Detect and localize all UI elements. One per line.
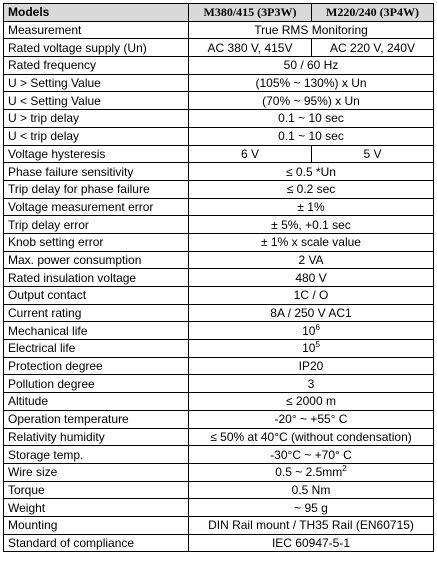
spec-value — [189, 92, 434, 110]
spec-row — [4, 322, 434, 340]
spec-row — [4, 357, 434, 375]
spec-value-text: DIN Rail mount / TH35 Rail (EN60715) — [208, 518, 414, 533]
spec-value — [189, 428, 434, 446]
spec-row — [4, 233, 434, 251]
spec-row — [4, 340, 434, 358]
spec-value-text: 3 — [307, 376, 315, 391]
spec-label: Mounting — [4, 516, 189, 534]
spec-label: Wire size — [4, 463, 189, 481]
spec-value-3p3w: AC 380 V, 415V — [189, 39, 312, 57]
spec-row — [4, 410, 434, 428]
spec-value — [189, 304, 434, 322]
spec-value-text: 0.5 ~ 2.5mm — [275, 465, 343, 480]
spec-value — [189, 516, 434, 534]
spec-value-text: 10 — [302, 323, 316, 338]
spec-value — [189, 233, 434, 251]
spec-label: Voltage measurement error — [4, 198, 189, 216]
spec-label: Max. power consumption — [4, 251, 189, 269]
spec-value-text: 8A / 250 V AC1 — [270, 306, 352, 321]
spec-value-text: True RMS Monitoring — [254, 23, 368, 38]
header-model-3p4w: M220/240 (3P4W) — [312, 4, 434, 22]
spec-row — [4, 428, 434, 446]
spec-value-text: -30°C ~ +70° C — [270, 447, 352, 462]
spec-value — [189, 410, 434, 428]
spec-value-text: (70% ~ 95%) x Un — [262, 93, 360, 108]
spec-value — [189, 21, 434, 39]
spec-value-exponent: 5 — [315, 340, 320, 350]
spec-value — [189, 375, 434, 393]
spec-row — [4, 216, 434, 234]
header-model-3p3w: M380/415 (3P3W) — [189, 4, 312, 22]
spec-value-exponent: 6 — [315, 322, 320, 332]
spec-label: Rated insulation voltage — [4, 269, 189, 287]
spec-row — [4, 499, 434, 517]
spec-row — [4, 516, 434, 534]
spec-label: Current rating — [4, 304, 189, 322]
spec-value-text: IEC 60947-5-1 — [271, 535, 351, 550]
spec-value-exponent: 2 — [342, 464, 347, 474]
spec-row — [4, 304, 434, 322]
spec-label: Relativity humidity — [4, 428, 189, 446]
spec-row — [4, 92, 434, 110]
spec-value — [189, 481, 434, 499]
spec-value-text: ~ 95 g — [294, 500, 328, 515]
spec-row — [4, 393, 434, 411]
header-row — [4, 4, 434, 22]
spec-value — [189, 322, 434, 340]
spec-value-3p4w: 5 V — [312, 145, 434, 163]
spec-label: Torque — [4, 481, 189, 499]
spec-value-text: ≤ 50% at 40°C (without condensation) — [210, 429, 412, 444]
spec-value-text: 50 / 60 Hz — [283, 58, 339, 73]
spec-value — [189, 216, 434, 234]
spec-label: Measurement — [4, 21, 189, 39]
spec-label: Voltage hysteresis — [4, 145, 189, 163]
spec-row — [4, 463, 434, 481]
spec-label: Operation temperature — [4, 410, 189, 428]
spec-value-text: 10 — [302, 341, 316, 356]
spec-value — [189, 499, 434, 517]
spec-label: Output contact — [4, 287, 189, 305]
spec-value — [189, 110, 434, 128]
spec-label: U < Setting Value — [4, 92, 189, 110]
spec-value — [189, 446, 434, 464]
spec-row — [4, 180, 434, 198]
spec-value — [189, 74, 434, 92]
spec-value-text: 0.1 ~ 10 sec — [278, 111, 344, 126]
spec-value — [189, 393, 434, 411]
spec-value-text: -20° ~ +55° C — [274, 412, 348, 427]
header-models: Models — [4, 4, 189, 22]
spec-row — [4, 127, 434, 145]
spec-label: Mechanical life — [4, 322, 189, 340]
spec-label: Phase failure sensitivity — [4, 163, 189, 181]
spec-row — [4, 57, 434, 75]
spec-value — [189, 340, 434, 358]
spec-row — [4, 481, 434, 499]
spec-label: Rated frequency — [4, 57, 189, 75]
spec-value — [189, 198, 434, 216]
spec-value-text: ≤ 2000 m — [286, 394, 336, 409]
spec-value-3p3w: 6 V — [189, 145, 312, 163]
spec-value — [189, 269, 434, 287]
spec-value — [189, 251, 434, 269]
spec-value-text: ± 5%, +0.1 sec — [271, 217, 351, 232]
spec-label: Weight — [4, 499, 189, 517]
spec-row — [4, 21, 434, 39]
spec-row — [4, 251, 434, 269]
spec-label: Trip delay error — [4, 216, 189, 234]
spec-label: Storage temp. — [4, 446, 189, 464]
spec-value-text: ≤ 0.2 sec — [286, 182, 336, 197]
spec-value-3p4w: AC 220 V, 240V — [312, 39, 434, 57]
spec-label: Knob setting error — [4, 233, 189, 251]
spec-value — [189, 180, 434, 198]
spec-row — [4, 269, 434, 287]
spec-label: Standard of compliance — [4, 534, 189, 552]
spec-value — [189, 287, 434, 305]
spec-label: Altitude — [4, 393, 189, 411]
spec-value-text: ± 1% x scale value — [261, 235, 361, 250]
spec-value-text: ≤ 0.5 *Un — [286, 164, 336, 179]
spec-row — [4, 534, 434, 552]
spec-label: U < trip delay — [4, 127, 189, 145]
spec-row — [4, 145, 434, 163]
spec-value-text: ± 1% — [297, 199, 325, 214]
spec-row — [4, 198, 434, 216]
spec-row — [4, 163, 434, 181]
spec-row — [4, 110, 434, 128]
spec-value — [189, 57, 434, 75]
spec-value — [189, 463, 434, 481]
spec-row — [4, 287, 434, 305]
spec-row — [4, 74, 434, 92]
spec-label: Rated voltage supply (Un) — [4, 39, 189, 57]
spec-label: Protection degree — [4, 357, 189, 375]
spec-value-text: 480 V — [295, 270, 327, 285]
spec-row — [4, 446, 434, 464]
spec-value-text: 1C / O — [293, 288, 329, 303]
spec-label: U > Setting Value — [4, 74, 189, 92]
spec-row — [4, 39, 434, 57]
spec-value — [189, 127, 434, 145]
spec-value — [189, 534, 434, 552]
spec-value-text: 2 VA — [298, 252, 324, 267]
spec-label: Trip delay for phase failure — [4, 180, 189, 198]
spec-value — [189, 357, 434, 375]
spec-table — [3, 3, 434, 552]
spec-value-text: 0.1 ~ 10 sec — [278, 129, 344, 144]
spec-value — [189, 163, 434, 181]
spec-label: Electrical life — [4, 340, 189, 358]
spec-value-text: 0.5 Nm — [291, 482, 331, 497]
spec-value-text: (105% ~ 130%) x Un — [255, 76, 367, 91]
spec-value-text: IP20 — [298, 359, 324, 374]
spec-label: Pollution degree — [4, 375, 189, 393]
spec-label: U > trip delay — [4, 110, 189, 128]
spec-row — [4, 375, 434, 393]
